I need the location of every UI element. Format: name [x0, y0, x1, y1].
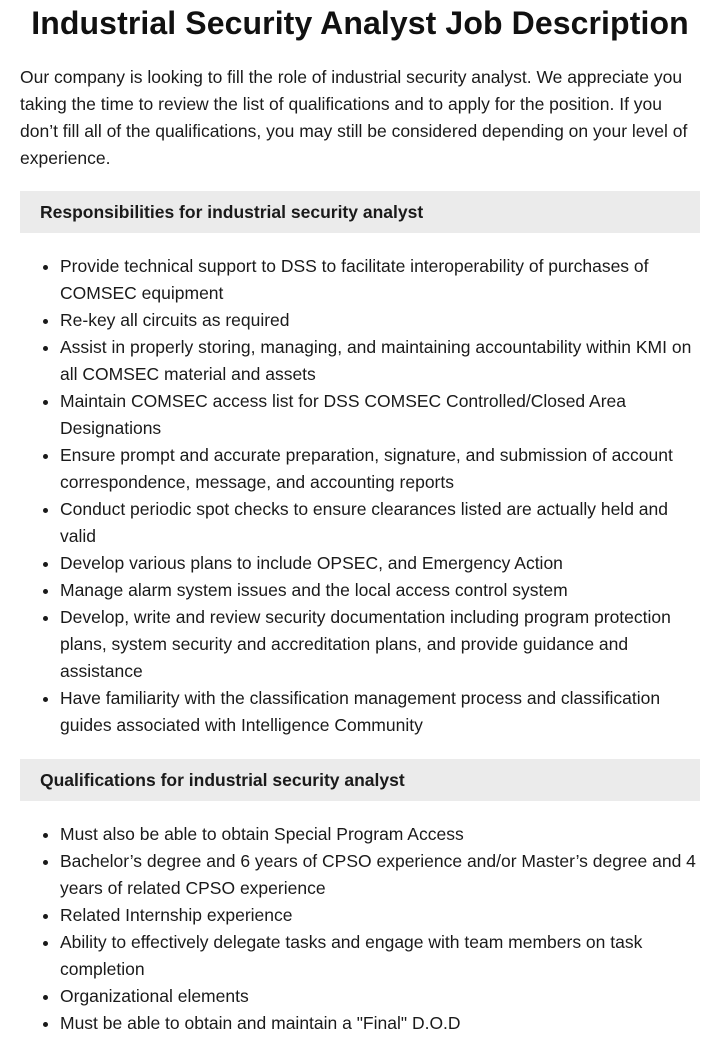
list-item: • Have familiarity with the classification management process and classification guides associated with Intelligence Community — [60, 685, 700, 739]
list-item: • Bachelor’s degree and 6 years of CPSO experience and/or Master’s degree and 4 years of related CPSO experience — [60, 848, 700, 902]
list-item: • Re-key all circuits as required — [60, 307, 700, 334]
list-item: • Develop various plans to include OPSEC, and Emergency Action — [60, 550, 700, 577]
list-item: • Related Internship experience — [60, 902, 700, 929]
list-item: • Provide technical support to DSS to facilitate interoperability of purchases of COMSEC equipment — [60, 253, 700, 307]
intro-paragraph: Our company is looking to fill the role of industrial security analyst. We appreciate you taking the time to review the list of qualifications and to apply for the position. If you don’t fill all of the qualifications, you may still be considered depending on your level of experience. — [20, 67, 688, 168]
list-item: • Ensure prompt and accurate preparation, signature, and submission of account correspondence, message, and accounting reports — [60, 442, 700, 496]
list-item: • Ability to effectively delegate tasks and engage with team members on task completion — [60, 929, 700, 983]
list-item: • Maintain COMSEC access list for DSS COMSEC Controlled/Closed Area Designations — [60, 388, 700, 442]
list-item: • Manage alarm system issues and the local access control system — [60, 577, 700, 604]
qualifications-heading: Qualifications for industrial security analyst — [20, 759, 700, 801]
list-item: • Must be able to obtain and maintain a "Final" D.O.D — [60, 1010, 700, 1037]
list-item: • Conduct periodic spot checks to ensure clearances listed are actually held and valid — [60, 496, 700, 550]
responsibilities-heading: Responsibilities for industrial security analyst — [20, 191, 700, 233]
list-item: • Organizational elements — [60, 983, 700, 1010]
list-item: • Must also be able to obtain Special Program Access — [60, 821, 700, 848]
page-title: Industrial Security Analyst Job Description — [31, 5, 689, 41]
list-item: • Assist in properly storing, managing, and maintaining accountability within KMI on all COMSEC material and assets — [60, 334, 700, 388]
list-item: • Develop, write and review security documentation including program protection plans, system security and accreditation plans, and provide guidance and assistance — [60, 604, 700, 685]
qualifications-list — [20, 821, 700, 1037]
responsibilities-list — [20, 253, 700, 739]
